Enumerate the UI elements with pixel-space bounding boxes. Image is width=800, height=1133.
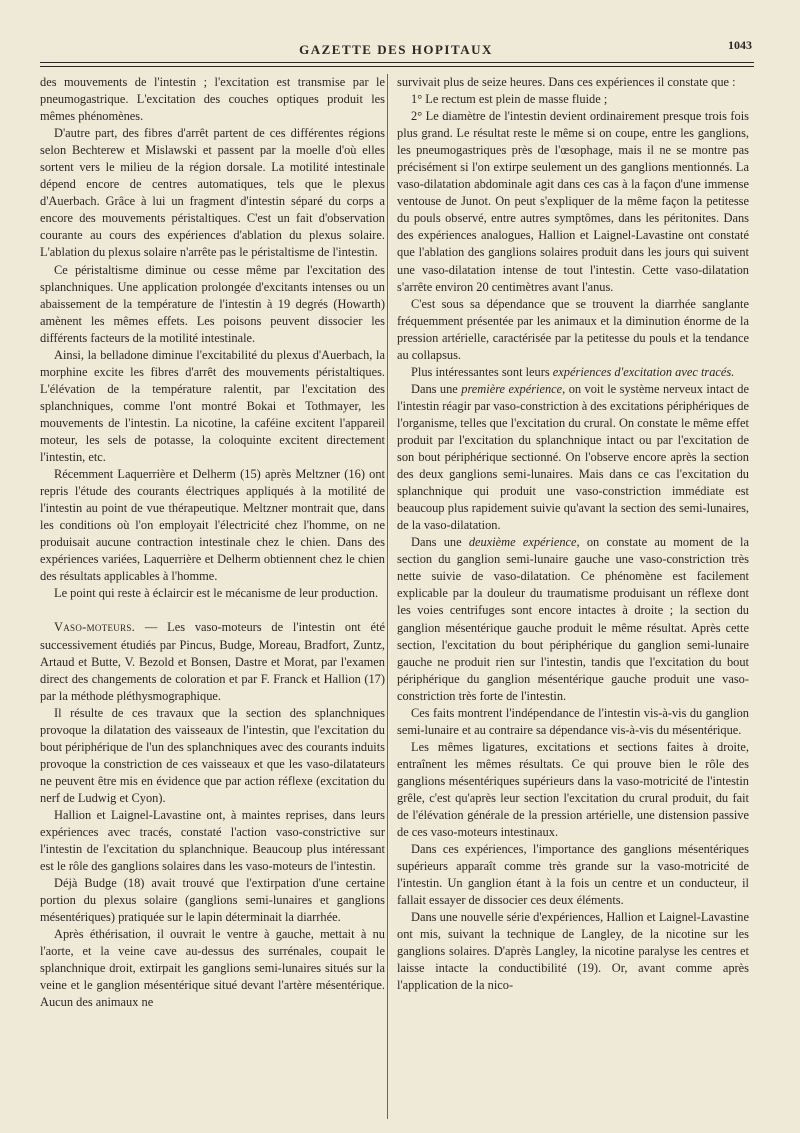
paragraph: C'est sous sa dépendance que se trouvent la diarrhée sanglante fréquemment présentée par les animaux et la diminution énorme de la pression artérielle, caractérisée par la petitesse du pouls et la tendance au collapsus. — [397, 296, 749, 362]
paragraph — [397, 364, 749, 381]
paragraph: Déjà Budge (18) avait trouvé que l'extirpation d'une certaine portion du plexus solaire (ganglions semi-lunaires et ganglions mésentériques) pratiquée sur le lapin déterminait la diarrhée. — [40, 876, 385, 925]
paragraph: des mouvements de l'intestin ; l'excitation est transmise par le pneumogastrique. L'excitation des couches optiques produit les mêmes phénomènes. — [40, 75, 385, 124]
paragraph: D'autre part, des fibres d'arrêt partent de ces différentes régions selon Bechterew et Mislawski et passent par la moelle d'où elles sortent vers le milieu de la région dorsale. La motilité intestinale dépend encore de centres automatiques, tels que le plexus d'Auerbach. Grâce à lui un fragment d'intestin séparé du corps a encore des mouvements péristaltiques. C'est un fait d'observation courante au cours des expériences d'ablation du plexus solaire. L'ablation du plexus solaire n'arrête pas le péristaltisme de l'intestin. — [40, 126, 385, 260]
list-item: 1° Le rectum est plein de masse fluide ; — [411, 92, 608, 107]
page-number: 1043 — [728, 38, 752, 52]
paragraph: Le point qui reste à éclaircir est le mécanisme de leur production. — [54, 586, 379, 601]
page-header — [40, 38, 752, 60]
emphasis-text: deuxième expérience, — [468, 535, 580, 550]
right-column — [397, 74, 749, 995]
paragraph — [397, 381, 749, 534]
paragraph: Ce péristaltisme diminue ou cesse même par l'excitation des splanchniques. Une application prolongée d'excitants intenses ou un abaissement de la température de l'intestin à 19 degrés (Howarth) amènent les mêmes effets. Les poisons peuvent dissocier les différents facteurs de la motilité intestinale. — [40, 262, 385, 345]
paragraph-text: on constate au moment de la section du ganglion semi-lunaire gauche une vaso-constriction très nette suivie de vaso-dilatation. Ce phénomène est facilement explicable par la douleur du traumatisme produisant un réflexe dont les voies centrifuges sont encore intactes à droite ; la section du ganglion mésentérique gauche produit le même résultat. Après cette section, l'excitation du bout périphérique du ganglion semi-lunaire gauche ne produit rien sur l'intestin, tandis que l'excitation du bout périphérique du ganglion mésentérique gauche produit une vaso-constriction très forte de l'intestin. — [397, 535, 749, 703]
left-column — [40, 74, 385, 1012]
paragraph: Récemment Laquerrière et Delherm (15) après Meltzner (16) ont repris l'étude des courants électriques appliqués à la motilité de l'intestin au point de vue thérapeutique. Meltzner montrait que, dans les conditions où l'on employait l'électricité chez l'homme, on ne produisait aucune contraction intestinale chez le chien. Dans des expériences variées, Laquerrière et Delherm obtiennent chez le chien des résultats applicables à l'homme. — [40, 467, 385, 584]
paragraph: Dans une nouvelle série d'expériences, Hallion et Laignel-Lavastine ont mis, suivant la technique de Langley, de la nicotine sur les ganglions solaires. D'après Langley, la nicotine paralyse les centres et laisse intacte la conductibilité (19). Or, avant comme après l'application de la nico- — [397, 910, 749, 993]
paragraph-text: Les vaso-moteurs de l'intestin ont été successivement étudiés par Pincus, Budge, Moreau, Bradfort, Zuntz, Artaud et Butte, V. Bezold et Bonsen, Dastre et Morat, par l'examen direct des changements de coloration et par F. Franck et Hallion (17) par la méthode pléthysmographique. — [40, 620, 385, 703]
paragraph-text: Dans une — [411, 535, 469, 550]
heading-dash: — — [135, 620, 168, 635]
paragraph — [397, 534, 749, 704]
paragraph: Après éthérisation, il ouvrait le ventre à gauche, mettait à nu l'aorte, et la veine cave au-dessus des surrénales, coupait le splanchnique droit, extirpait les ganglions semi-lunaires situés sur la veine et le ganglion mésentérique situé devant l'artère mésentérique. Aucun des animaux ne — [40, 927, 385, 1010]
header-rule-thin — [40, 66, 754, 67]
paragraph: Ainsi, la belladone diminue l'excitabilité du plexus d'Auerbach, la morphine excite les fibres d'arrêt des mouvements péristaltiques. L'élévation de la température ralentit, par l'excitation des splanchniques, comme l'ont montré Bokai et Tothmayer, les mouvements de l'intestin. La nicotine, la caféine excitent l'appareil moteur, les sels de potasse, la coloquinte excitent directement l'intestin, etc. — [40, 347, 385, 465]
emphasis-text: expériences d'excitation avec tracés. — [552, 364, 735, 379]
paragraph-text: on voit le système nerveux intact de l'intestin réagir par vaso-constriction à des excitations périphériques de l'organisme, telles que l'excitation du crural. On constate le même effet produit par l'excitation du splanchnique intact ou par l'excitation de son bout périphérique sectionné. On l'observe encore après la section des deux ganglions semi-lunaires. Mais dans ce cas l'excitation du splanchnique qui produit une vaso-constriction immédiate est beaucoup plus rapidement suivie qu'avant la section des semi-lunaires, de la vaso-dilatation. — [397, 381, 749, 533]
paragraph-text: Plus intéressantes sont leurs — [411, 364, 553, 379]
journal-title: GAZETTE DES HOPITAUX — [299, 42, 493, 57]
paragraph: Les mêmes ligatures, excitations et sections faites à droite, entraînent les mêmes résultats. Ce qui prouve bien le rôle des ganglions mésentériques supérieurs dans la vaso-motricité de l'intestin grêle, c'est qu'après leur section l'excitation du crural produit, du fait de l'élévation générale de la pression artérielle, une distension passive de ces vaso-moteurs intestinaux. — [397, 739, 749, 840]
header-rule-thick — [40, 62, 754, 63]
emphasis-text: première expérience, — [461, 381, 566, 396]
list-item: 2° Le diamètre de l'intestin devient ordinairement presque trois fois plus grand. Le résultat reste le même si on coupe, entre les ganglions, les pneumogastriques près de l'œsophage, mais il ne se montre pas précisément si l'on extirpe seulement un des ganglions mentionnés. La vaso-dilatation abdominale agit dans ces cas à la façon d'une immense ventouse de Junot. On peut s'expliquer de la même façon la petitesse du pouls observé, entre autres symptômes, dans les péritonites. Dans des expériences analogues, Hallion et Laignel-Lavastine ont constaté que l'ablation des ganglions solaires produit dans les jours qui suivent une vaso-dilatation intense de tout l'intestin. Cette vaso-dilatation s'arrête environ 20 centimètres avant l'anus. — [397, 109, 749, 294]
column-divider — [387, 74, 388, 1119]
paragraph-text: Dans une — [411, 381, 462, 396]
section-heading: Vaso-moteurs. — [54, 620, 136, 635]
paragraph: Dans ces expériences, l'importance des ganglions mésentériques supérieurs apparaît comme très grande sur la vaso-motricité de l'intestin. Un ganglion étant à la fois un centre et un conducteur, il fallait essayer de dissocier ces deux éléments. — [397, 842, 749, 908]
paragraph: survivait plus de seize heures. Dans ces expériences il constate que : — [397, 75, 736, 89]
section-paragraph — [40, 619, 385, 704]
paragraph: Hallion et Laignel-Lavastine ont, à maintes reprises, dans leurs expériences avec tracés, constaté l'action vaso-constrictive sur l'intestin de l'excitation du splanchnique. Beaucoup plus intéressant est le rôle des ganglions solaires dans les vaso-moteurs de l'intestin. — [40, 807, 385, 874]
paragraph: Ces faits montrent l'indépendance de l'intestin vis-à-vis du ganglion semi-lunaire et au contraire sa dépendance vis-à-vis du mésentérique. — [397, 705, 749, 737]
paragraph: Il résulte de ces travaux que la section des splanchniques provoque la dilatation des vaisseaux de l'intestin, que l'excitation du bout périphérique de l'un des splanchniques avec des courants induits provoque la constriction de ces vaisseaux et que les vaso-dilatateurs ne peuvent être mis en évidence que par action réflexe (excitation du nerf de Ludwig et Cyon). — [40, 705, 385, 805]
